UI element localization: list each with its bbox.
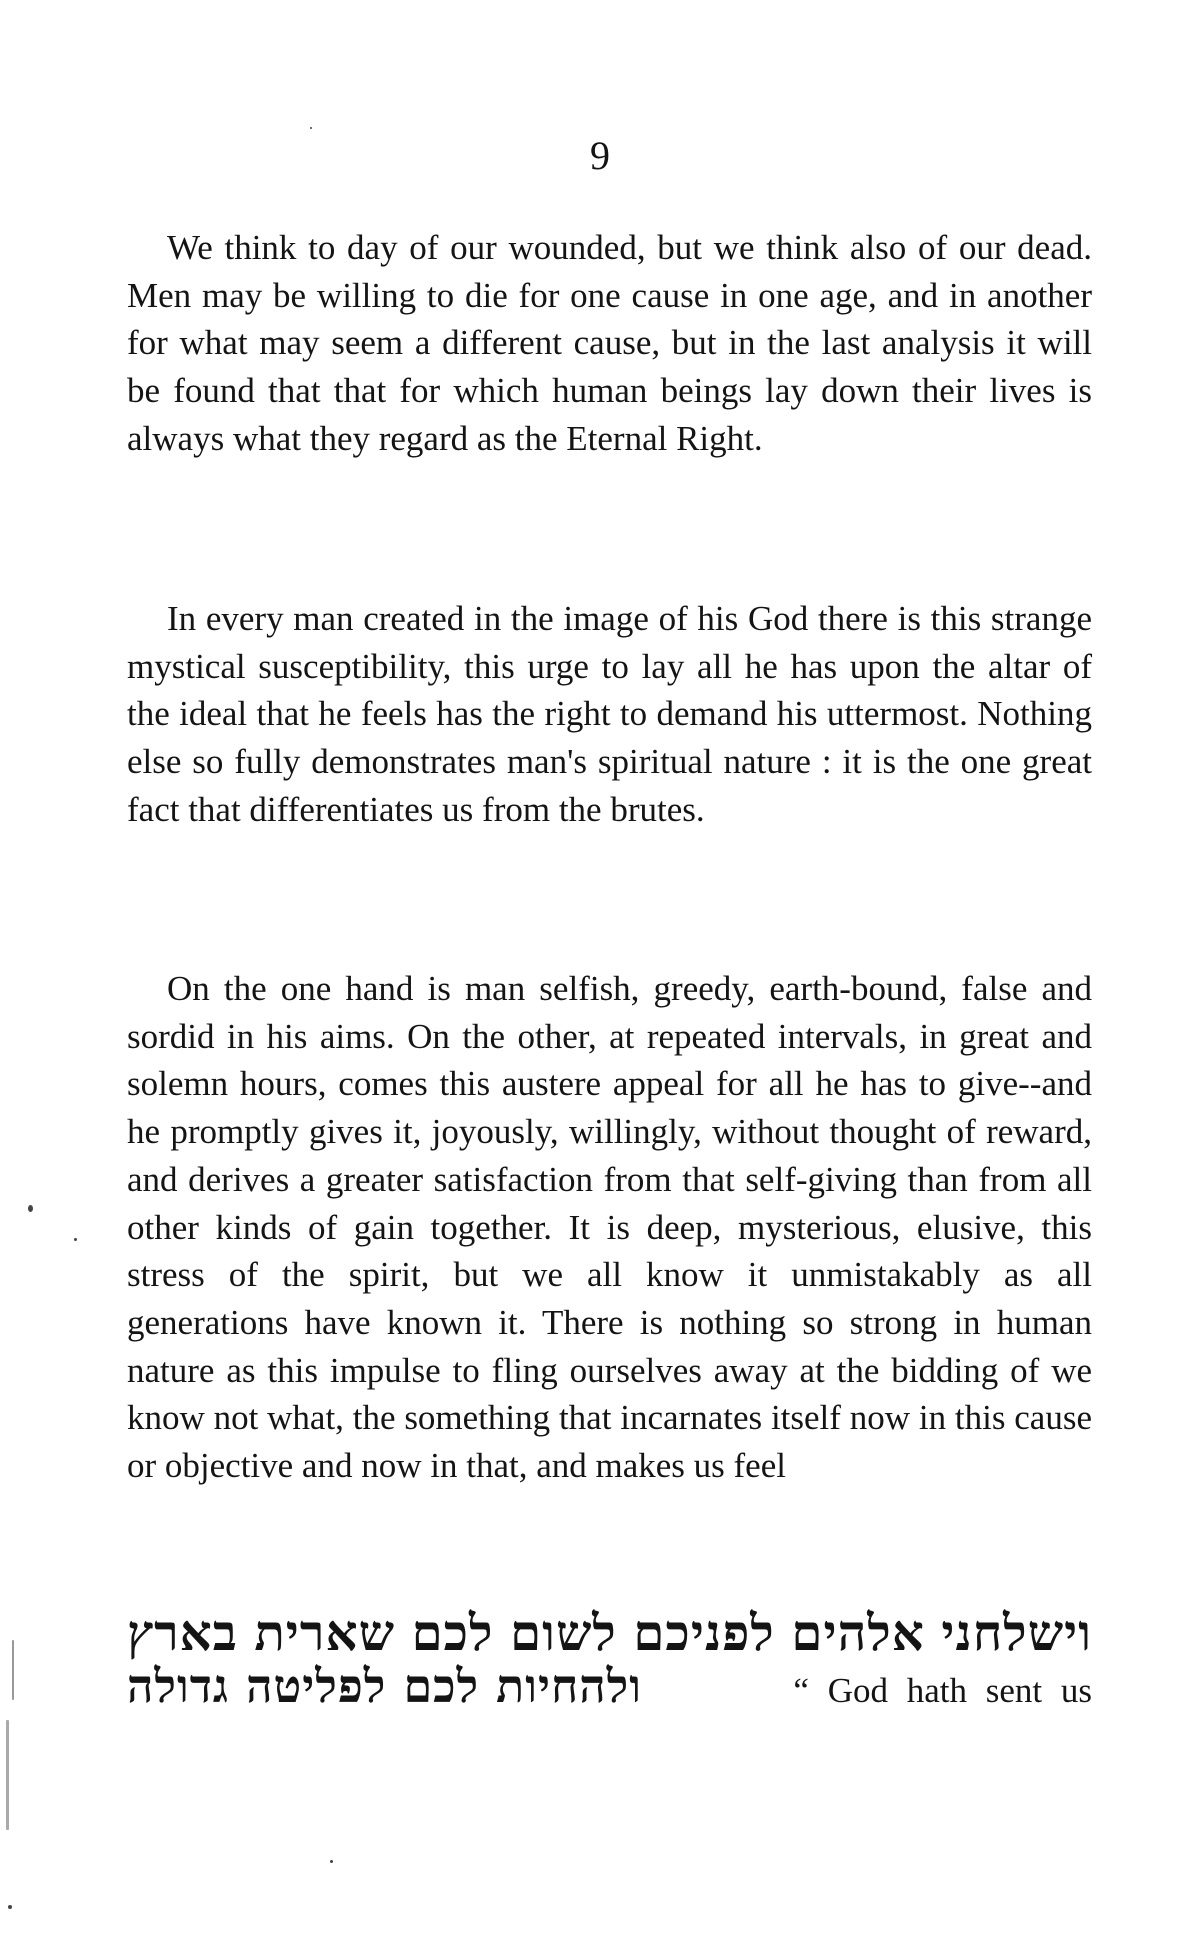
hebrew-word: וישלחני	[941, 1603, 1092, 1662]
hebrew-word: לכם	[411, 1603, 494, 1662]
scan-speck	[330, 1860, 333, 1863]
scan-speck	[12, 1640, 14, 1700]
scan-speck	[310, 127, 312, 129]
hebrew-word: בארץ	[127, 1603, 238, 1662]
scan-speck	[74, 1238, 77, 1241]
hebrew-word: לפניכם	[633, 1603, 775, 1662]
hebrew-word: שארית	[254, 1603, 395, 1662]
hebrew-word: לשום	[509, 1603, 617, 1662]
scan-speck	[8, 1905, 12, 1909]
hebrew-line-2	[127, 1659, 1092, 1713]
paragraph-1: We think to day of our wounded, but we think also of our dead. Men may be willing to die for one cause in one age, and in another for what may seem a different cause, but in the last analysis it will be found that that for which human beings lay down their lives is always what they regard as the Eternal Right.	[127, 228, 1092, 458]
paragraph-3: On the one hand is man selfish, greedy, earth-bound, false and sordid in his aims. On the other, at repeated intervals, in great and solemn hours, comes this austere appeal for all he has to give--and he promptly gives it, joyously, willingly, without thought of reward, and derives a greater satisfaction from that self-giving than from all other kinds of gain together. It is deep, mysterious, elusive, this stress of the spirit, but we all know it unmistakably as all generations have known it. There is nothing so strong in human nature as this impulse to fling ourselves away at the bidding of we know not what, the something that incarnates itself now in this cause or objective and now in that, and makes us feel	[127, 969, 1092, 1486]
hebrew-line-2-text: ולהחיות לכם לפליטה גדולה	[127, 1659, 643, 1713]
page-number: 9	[590, 133, 610, 178]
english-quote-start: “ God hath sent us	[793, 1671, 1092, 1710]
hebrew-quote	[127, 1603, 1092, 1713]
scan-speck	[6, 1720, 9, 1830]
paragraph-2: In every man created in the image of his God there is this strange mystical susceptibility, this urge to lay all he has upon the altar of the ideal that he feels has the right to demand his uttermost. Nothing else so fully demonstrates man's spiritual nature : it is the one great fact that differentiates us from the brutes.	[127, 599, 1092, 829]
hebrew-word: אלהים	[791, 1603, 925, 1662]
scan-speck	[28, 1205, 33, 1212]
hebrew-line-1	[127, 1603, 1092, 1662]
